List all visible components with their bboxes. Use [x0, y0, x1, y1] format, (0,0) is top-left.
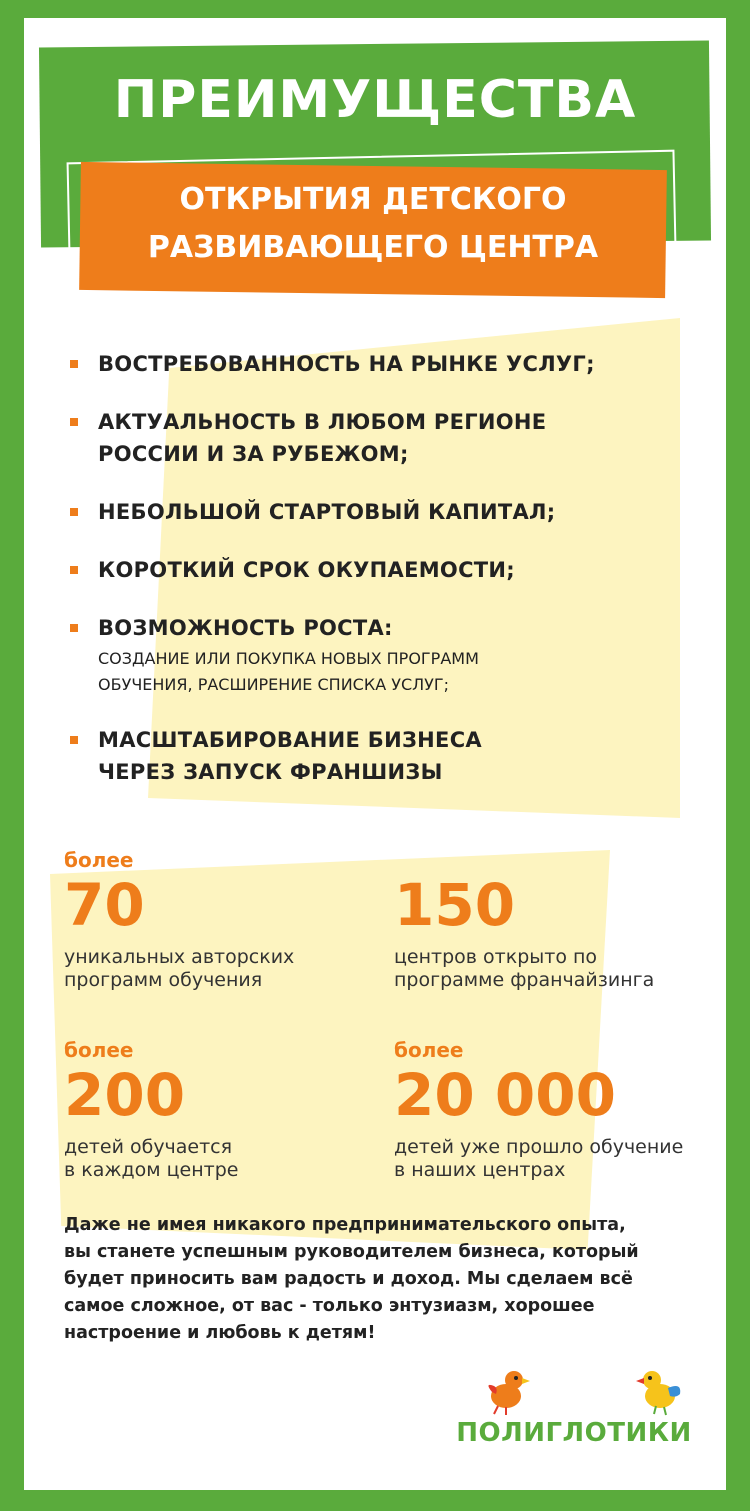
- footer-line: настроение и любовь к детям!: [64, 1323, 376, 1343]
- stat-children-total: [394, 1038, 714, 1182]
- list-item: [70, 348, 690, 380]
- subtitle-line: РАЗВИВАЮЩЕГО ЦЕНТРА: [147, 230, 599, 265]
- benefits-list: [70, 348, 690, 814]
- orange-bird-icon: [484, 1364, 530, 1416]
- logo-text: ПОЛИГЛОТИКИ: [456, 1418, 692, 1448]
- square-bullet-icon: [70, 418, 78, 426]
- subtitle: [80, 176, 666, 272]
- stat-description-line: в каждом центре: [64, 1159, 239, 1181]
- square-bullet-icon: [70, 624, 78, 632]
- poster: [24, 18, 726, 1490]
- stat-value: 20 000: [394, 1061, 616, 1129]
- stat-description-line: центров открыто по: [394, 946, 598, 968]
- stat-prefix: более: [64, 848, 134, 872]
- stat-description: [394, 946, 714, 992]
- stat-description-line: программ обучения: [64, 969, 263, 991]
- stat-description-line: программе франчайзинга: [394, 969, 655, 991]
- stat-description-line: в наших центрах: [394, 1159, 566, 1181]
- square-bullet-icon: [70, 360, 78, 368]
- stat-value: 150: [394, 871, 516, 939]
- footer-line: будет приносить вам радость и доход. Мы сделаем всё: [64, 1269, 633, 1289]
- benefit-title: НЕБОЛЬШОЙ СТАРТОВЫЙ КАПИТАЛ;: [98, 500, 556, 524]
- footer-line: Даже не имея никакого предпринимательского опыта,: [64, 1215, 626, 1235]
- stat-prefix: более: [64, 1038, 134, 1062]
- stat-description-line: детей обучается: [64, 1136, 233, 1158]
- square-bullet-icon: [70, 736, 78, 744]
- subtitle-line: ОТКРЫТИЯ ДЕТСКОГО: [179, 182, 567, 217]
- stat-value: 200: [64, 1061, 186, 1129]
- stat-description-line: уникальных авторских: [64, 946, 295, 968]
- footer-line: вы станете успешным руководителем бизнеса, который: [64, 1242, 639, 1262]
- benefit-subtitle: СОЗДАНИЕ ИЛИ ПОКУПКА НОВЫХ ПРОГРАММ: [98, 649, 479, 668]
- stat-description: [64, 1136, 384, 1182]
- stat-description: [394, 1136, 714, 1182]
- stat-description-line: детей уже прошло обучение: [394, 1136, 684, 1158]
- list-item: [70, 554, 690, 586]
- benefit-title: РОССИИ И ЗА РУБЕЖОМ;: [98, 442, 409, 466]
- stat-centers: [394, 848, 714, 992]
- footer-line: самое сложное, от вас - только энтузиазм, хорошее: [64, 1296, 595, 1316]
- benefit-title: ВОСТРЕБОВАННОСТЬ НА РЫНКЕ УСЛУГ;: [98, 352, 595, 376]
- logo: [444, 1364, 704, 1454]
- benefit-title: ЧЕРЕЗ ЗАПУСК ФРАНШИЗЫ: [98, 760, 443, 784]
- stat-value: 70: [64, 871, 145, 939]
- list-item: [70, 496, 690, 528]
- footer-paragraph: [64, 1212, 694, 1347]
- square-bullet-icon: [70, 566, 78, 574]
- list-item: [70, 724, 690, 788]
- stat-children-per-center: [64, 1038, 384, 1182]
- benefit-title: КОРОТКИЙ СРОК ОКУПАЕМОСТИ;: [98, 558, 515, 582]
- benefit-title: ВОЗМОЖНОСТЬ РОСТА:: [98, 616, 393, 640]
- blue-bird-icon: [634, 1364, 684, 1416]
- benefit-title: АКТУАЛЬНОСТЬ В ЛЮБОМ РЕГИОНЕ: [98, 410, 547, 434]
- stat-programs: [64, 848, 384, 992]
- benefit-title: МАСШТАБИРОВАНИЕ БИЗНЕСА: [98, 728, 482, 752]
- list-item: [70, 612, 690, 698]
- list-item: [70, 406, 690, 470]
- square-bullet-icon: [70, 508, 78, 516]
- stat-description: [64, 946, 384, 992]
- page-title: ПРЕИМУЩЕСТВА: [113, 70, 637, 130]
- benefit-subtitle: ОБУЧЕНИЯ, РАСШИРЕНИЕ СПИСКА УСЛУГ;: [98, 675, 450, 694]
- stat-prefix: более: [394, 1038, 464, 1062]
